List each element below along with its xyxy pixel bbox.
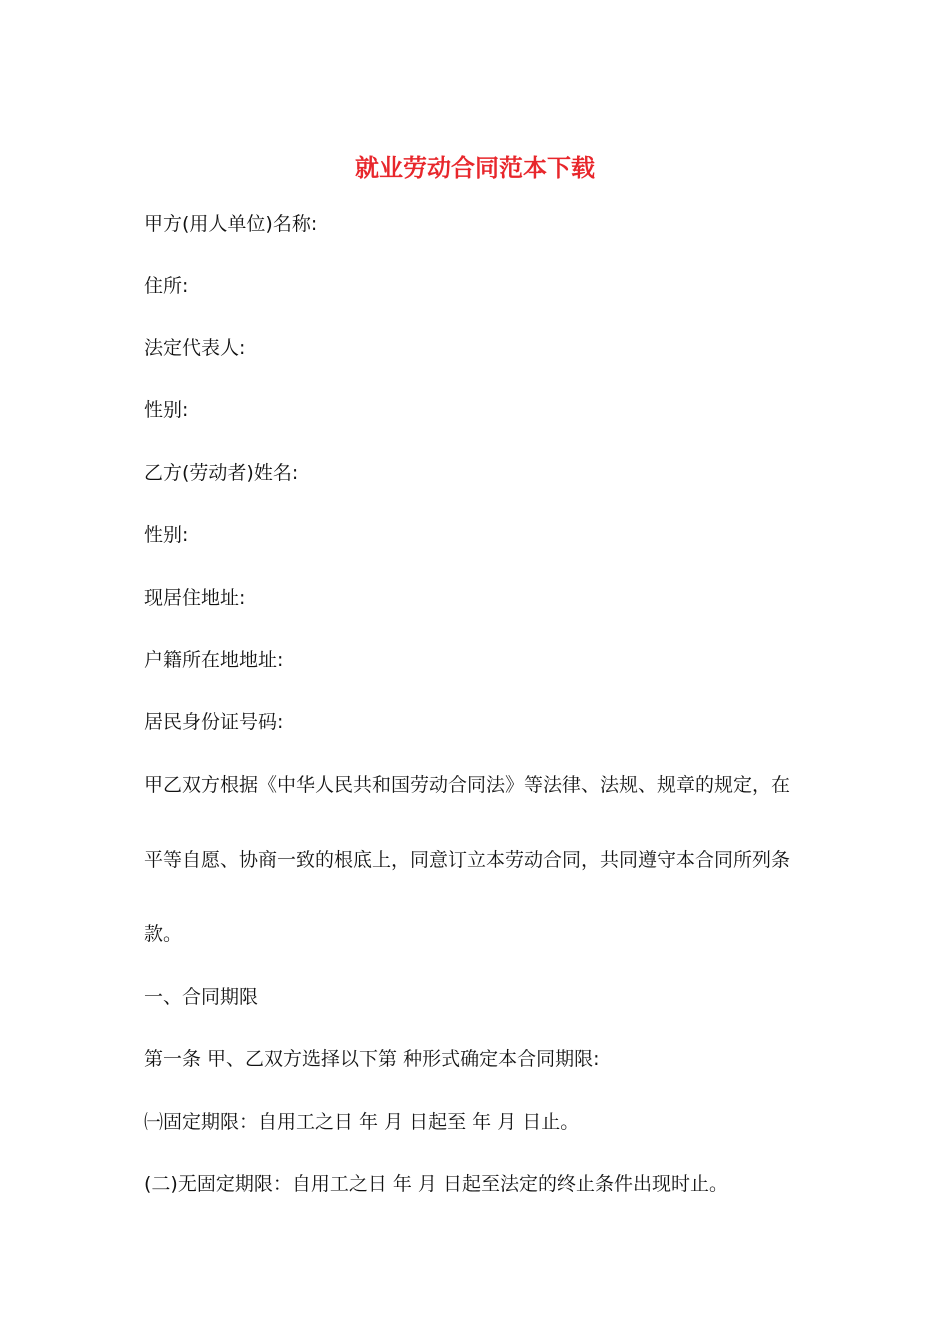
option-fixed-term: ㈠固定期限：自用工之日 年 月 日起至 年 月 日止。 xyxy=(144,1111,580,1133)
field-employee-name: 乙方(劳动者)姓名: xyxy=(144,462,299,484)
field-id-number: 居民身份证号码: xyxy=(144,711,284,733)
field-household-address: 户籍所在地地址: xyxy=(144,649,284,671)
document-title: 就业劳动合同范本下载 xyxy=(355,153,595,182)
article-1: 第一条 甲、乙双方选择以下第 种形式确定本合同期限: xyxy=(144,1048,600,1070)
section-heading-term: 一、合同期限 xyxy=(144,986,259,1008)
field-legal-representative: 法定代表人: xyxy=(144,337,246,359)
field-current-address: 现居住地址: xyxy=(144,587,246,609)
preamble-line-3: 款。 xyxy=(144,923,183,945)
option-open-term: (二)无固定期限：自用工之日 年 月 日起至法定的终止条件出现时止。 xyxy=(144,1173,728,1195)
field-address: 住所: xyxy=(144,275,189,297)
field-gender-employer: 性别: xyxy=(144,399,189,421)
field-employer-name: 甲方(用人单位)名称: xyxy=(144,213,318,235)
preamble-line-2: 平等自愿、协商一致的根底上，同意订立本劳动合同，共同遵守本合同所列条 xyxy=(144,849,791,871)
preamble-line-1: 甲乙双方根据《中华人民共和国劳动合同法》等法律、法规、规章的规定，在 xyxy=(144,774,791,796)
field-gender-employee: 性别: xyxy=(144,524,189,546)
